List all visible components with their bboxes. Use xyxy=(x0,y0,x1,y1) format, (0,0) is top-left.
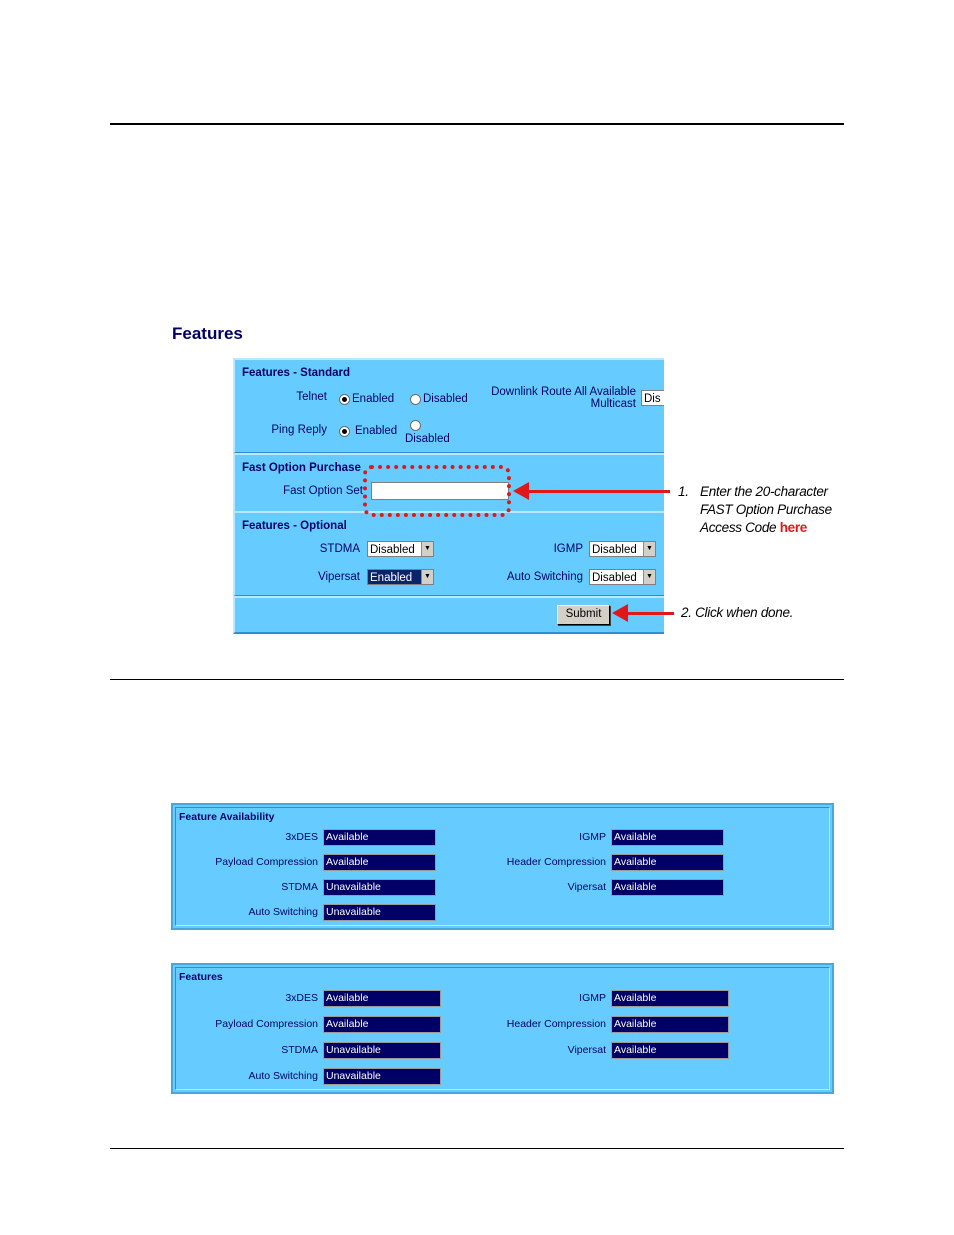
igmp-select[interactable] xyxy=(589,541,656,557)
optional-section xyxy=(233,511,664,597)
vipersat-label: Vipersat xyxy=(318,571,360,583)
downlink-label-line1: Downlink Route All Available xyxy=(491,386,636,398)
features-label-igmp: IGMP xyxy=(579,992,606,1004)
ping-disabled-radio[interactable] xyxy=(410,420,421,431)
availability-label-header: Header Compression xyxy=(506,856,606,868)
auto-switching-select-value: Disabled xyxy=(592,572,637,584)
igmp-select-value: Disabled xyxy=(592,544,637,556)
availability-value-auto: Unavailable xyxy=(323,904,436,921)
step2-arrow-line xyxy=(627,612,674,615)
step1-arrow-icon xyxy=(513,482,529,500)
features-label-payload: Payload Compression xyxy=(215,1018,318,1030)
telnet-disabled-radio[interactable] xyxy=(410,394,421,405)
feature-availability-title: Feature Availability xyxy=(179,811,275,823)
step1-line1: Enter the 20-character xyxy=(700,484,828,499)
availability-value-3xdes: Available xyxy=(323,829,436,846)
fast-option-set-label: Fast Option Set xyxy=(283,485,363,497)
stdma-select[interactable] xyxy=(367,541,434,557)
top-divider xyxy=(110,123,844,125)
chevron-down-icon: ▼ xyxy=(421,570,433,584)
ping-enabled-label: Enabled xyxy=(355,425,398,437)
chevron-down-icon: ▼ xyxy=(421,542,433,556)
code-field-highlight xyxy=(363,465,511,517)
availability-label-payload: Payload Compression xyxy=(215,856,318,868)
features-value-stdma: Unavailable xyxy=(323,1042,441,1059)
features-status-panel xyxy=(171,963,834,1094)
step1-number: 1. xyxy=(678,484,689,499)
availability-value-payload: Available xyxy=(323,854,436,871)
availability-value-stdma: Unavailable xyxy=(323,879,436,896)
features-label-header: Header Compression xyxy=(506,1018,606,1030)
step2-arrow-icon xyxy=(612,604,628,622)
availability-value-header: Available xyxy=(611,854,724,871)
standard-section xyxy=(233,358,664,454)
step1-arrow-line xyxy=(528,490,670,493)
optional-title: Features - Optional xyxy=(242,520,347,532)
features-value-igmp: Available xyxy=(611,990,729,1007)
chevron-down-icon: ▼ xyxy=(643,542,655,556)
availability-label-auto: Auto Switching xyxy=(248,906,318,918)
ping-reply-label: Ping Reply xyxy=(271,424,327,436)
ping-enabled-radio[interactable] xyxy=(339,426,350,437)
vipersat-select[interactable] xyxy=(367,569,434,585)
downlink-label-line2: Multicast xyxy=(590,398,636,410)
standard-title: Features - Standard xyxy=(242,367,350,379)
availability-label-3xdes: 3xDES xyxy=(285,831,318,843)
availability-label-igmp: IGMP xyxy=(579,831,606,843)
fast-option-title: Fast Option Purchase xyxy=(242,462,361,474)
stdma-label: STDMA xyxy=(319,543,360,555)
step1-here: here xyxy=(779,520,808,535)
submit-button[interactable]: Submit xyxy=(557,605,610,625)
availability-value-igmp: Available xyxy=(611,829,724,846)
features-label-auto: Auto Switching xyxy=(248,1070,318,1082)
step1-line3-text: Access Code xyxy=(700,520,777,535)
chevron-down-icon: ▼ xyxy=(643,570,655,584)
features-value-auto: Unavailable xyxy=(323,1068,441,1085)
availability-label-vipersat: Vipersat xyxy=(567,881,606,893)
auto-switching-label: Auto Switching xyxy=(506,571,583,583)
step1-line2: FAST Option Purchase xyxy=(700,502,832,517)
middle-divider xyxy=(110,679,844,680)
features-value-header: Available xyxy=(611,1016,729,1033)
step1-line3 xyxy=(700,519,807,537)
features-label-vipersat: Vipersat xyxy=(567,1044,606,1056)
telnet-enabled-radio[interactable] xyxy=(339,394,350,405)
step2-text: 2. Click when done. xyxy=(681,605,794,620)
features-label-stdma: STDMA xyxy=(281,1044,318,1056)
igmp-label: IGMP xyxy=(553,543,583,555)
availability-label-stdma: STDMA xyxy=(281,881,318,893)
features-value-payload: Available xyxy=(323,1016,441,1033)
features-label-3xdes: 3xDES xyxy=(285,992,318,1004)
telnet-enabled-label: Enabled xyxy=(352,393,395,405)
feature-availability-panel xyxy=(171,803,834,930)
auto-switching-select[interactable] xyxy=(589,569,656,585)
ping-disabled-label: Disabled xyxy=(405,433,450,445)
features-value-3xdes: Available xyxy=(323,990,441,1007)
telnet-disabled-label: Disabled xyxy=(423,393,468,405)
downlink-multicast-value: Dis xyxy=(644,393,661,405)
stdma-select-value: Disabled xyxy=(370,544,415,556)
submit-section xyxy=(233,596,664,634)
page-title: Features xyxy=(172,324,243,343)
downlink-multicast-select[interactable] xyxy=(641,390,664,406)
bottom-divider xyxy=(110,1148,844,1149)
features-status-title: Features xyxy=(179,971,223,983)
vipersat-select-value: Enabled xyxy=(370,572,413,584)
availability-value-vipersat: Available xyxy=(611,879,724,896)
features-value-vipersat: Available xyxy=(611,1042,729,1059)
telnet-label: Telnet xyxy=(296,391,327,403)
